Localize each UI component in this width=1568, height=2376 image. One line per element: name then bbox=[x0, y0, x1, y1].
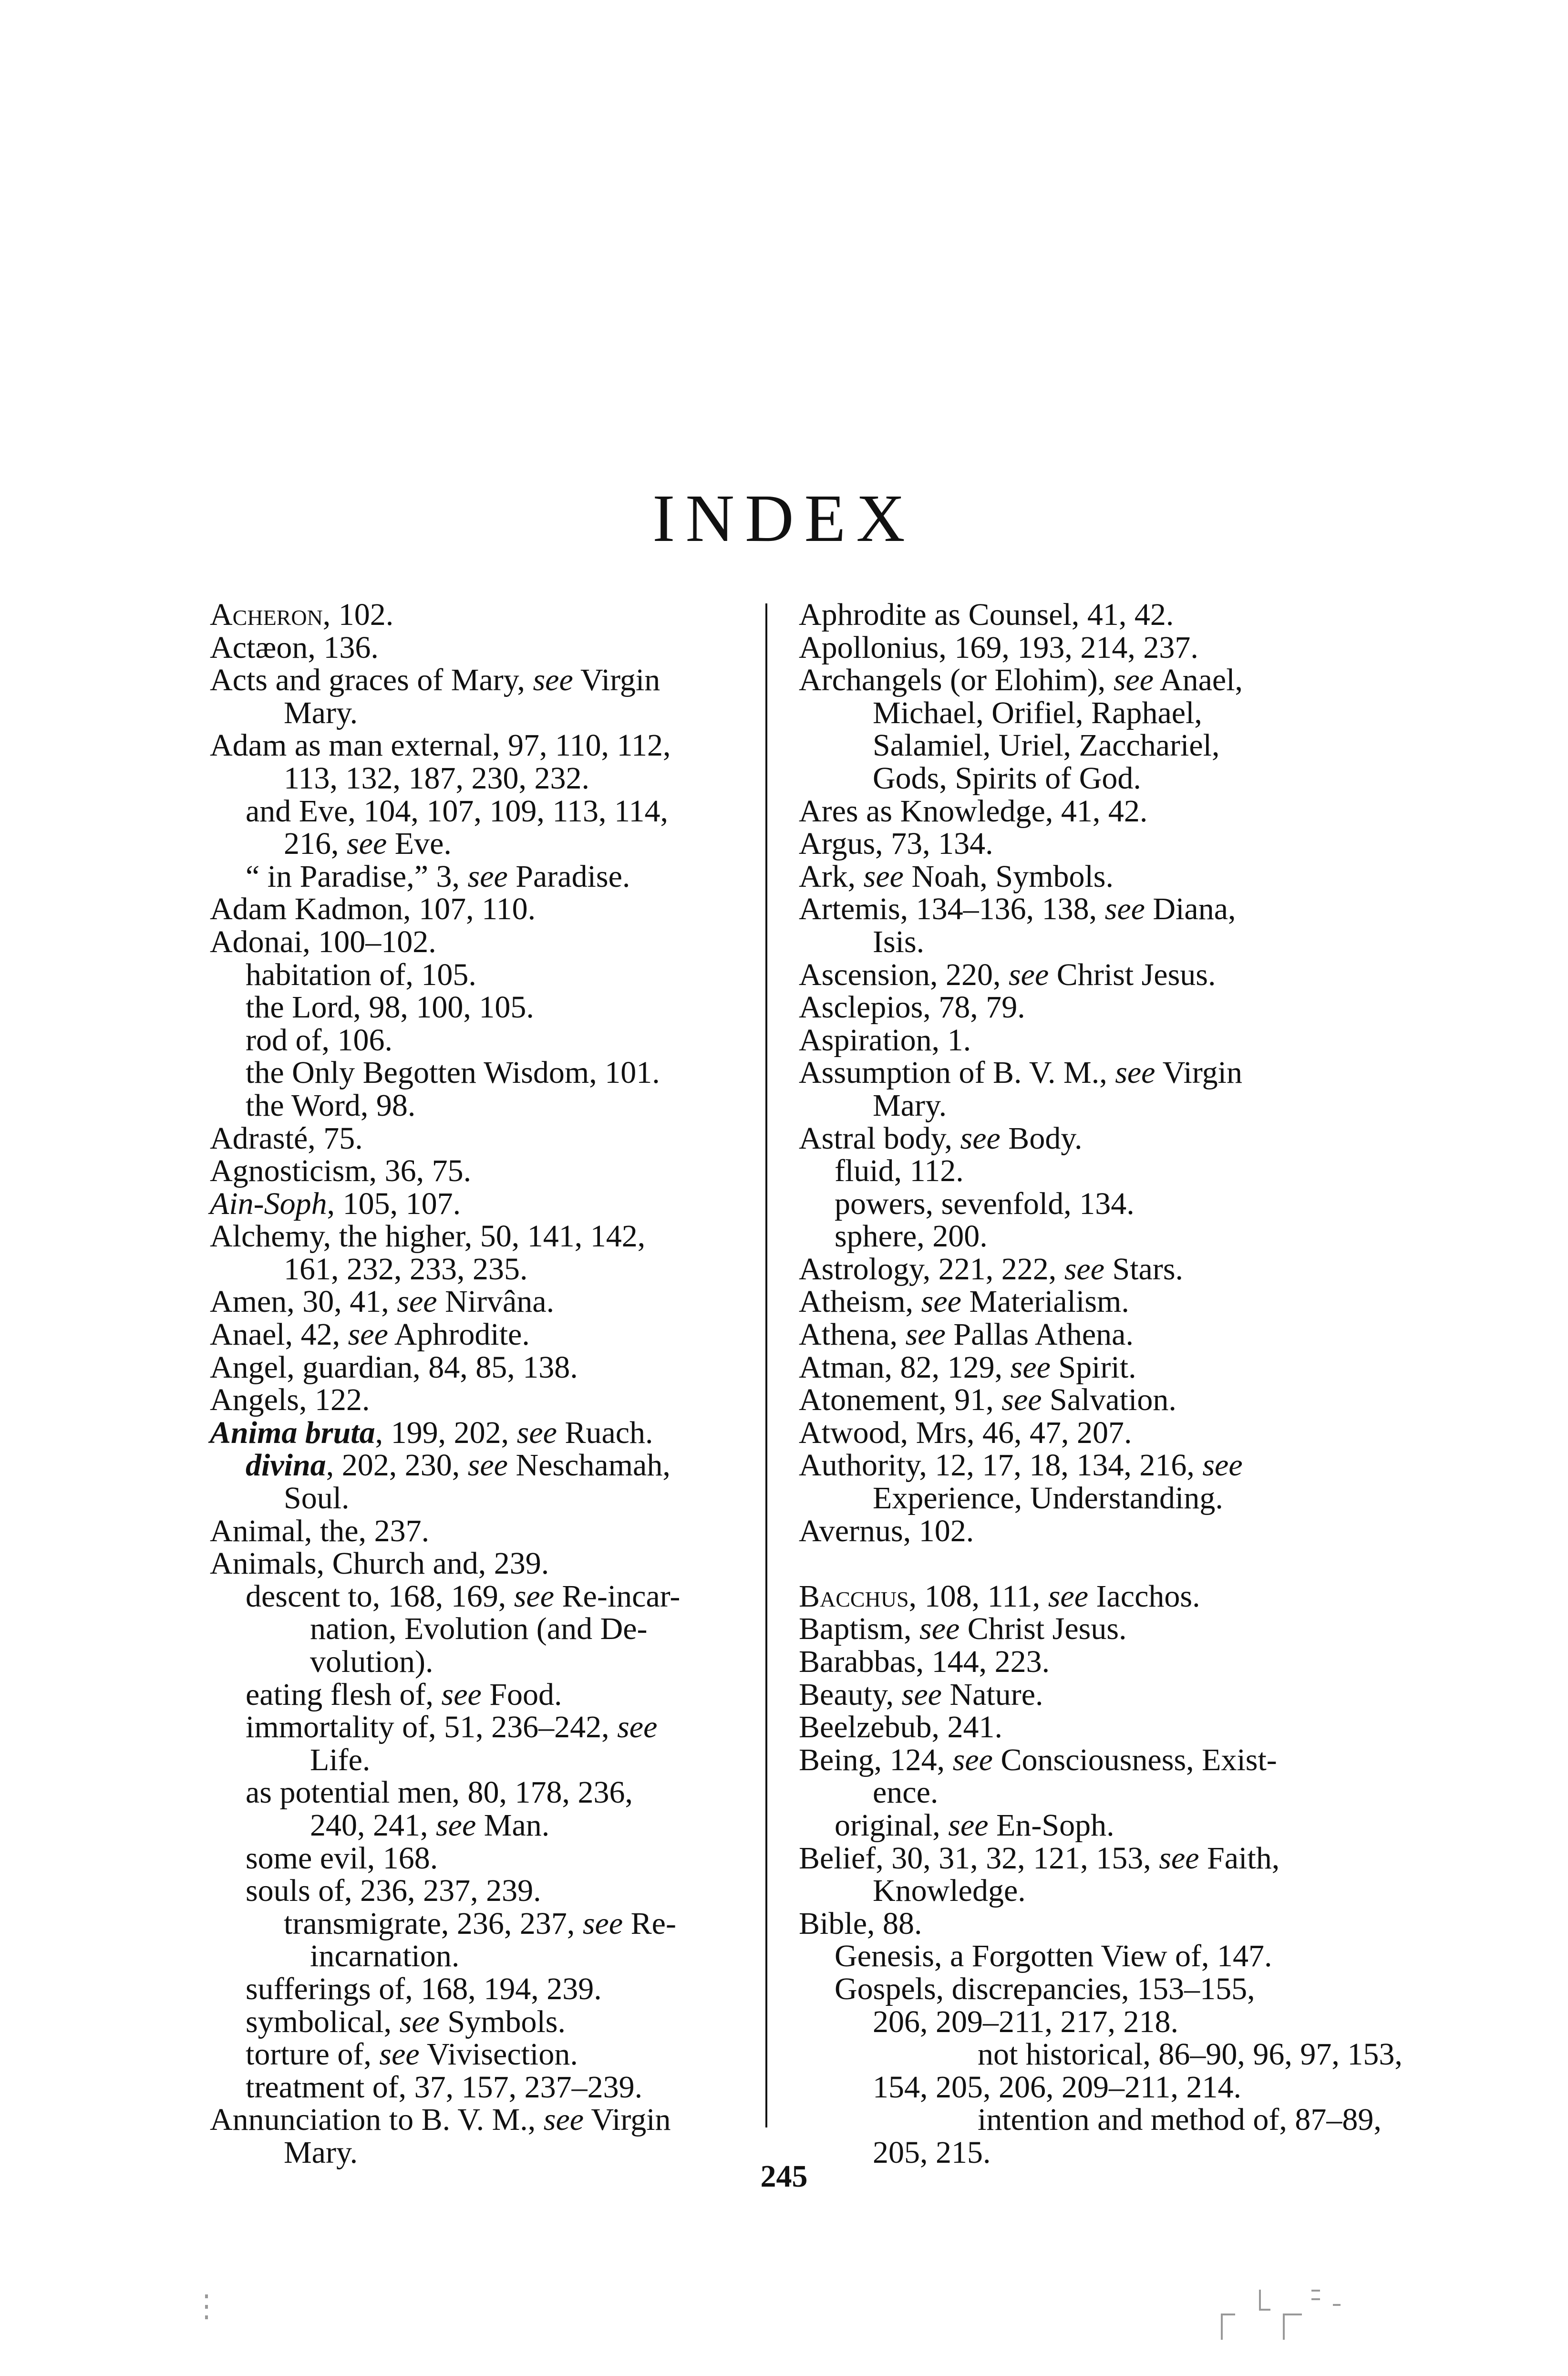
index-entry-text: powers, sevenfold, 134. bbox=[835, 1186, 1135, 1221]
index-entry-text: see bbox=[397, 1284, 437, 1319]
index-entry-text: Avernus, 102. bbox=[799, 1513, 974, 1548]
index-entry-text: Materialism. bbox=[961, 1284, 1129, 1319]
index-entry-text: Experience, Understanding. bbox=[873, 1481, 1223, 1516]
index-entry bbox=[799, 959, 1362, 992]
index-entry-text: see bbox=[467, 1448, 508, 1483]
index-entry-text: see bbox=[441, 1677, 482, 1712]
index-entry-text: Ruach. bbox=[557, 1415, 653, 1450]
index-entry-text: Consciousness, Exist- bbox=[992, 1742, 1277, 1777]
index-entry-text: 205, 215. bbox=[873, 2135, 991, 2170]
index-entry-text: Adam as man external, 97, 110, 112, bbox=[210, 728, 671, 763]
index-entry-text: treatment of, 37, 157, 237–239. bbox=[246, 2069, 643, 2105]
index-entry bbox=[799, 2071, 1362, 2104]
index-entry-text: Mary. bbox=[284, 695, 358, 730]
index-entry-text: Anael, bbox=[1154, 663, 1243, 698]
index-entry bbox=[799, 1842, 1362, 1875]
index-entry-text: the Only Begotten Wisdom, 101. bbox=[246, 1055, 660, 1090]
index-entry-text: Atonement, 91, bbox=[799, 1382, 1002, 1418]
index-entry-text: Michael, Orifiel, Raphael, bbox=[873, 695, 1202, 730]
index-entry bbox=[210, 1646, 773, 1679]
index-entry-text: the Word, 98. bbox=[246, 1088, 416, 1123]
index-entry-text: 113, 132, 187, 230, 232. bbox=[284, 760, 590, 796]
index-entry-text: symbolical, bbox=[246, 2004, 400, 2039]
index-entry bbox=[799, 1580, 1362, 1613]
index-entry bbox=[210, 2104, 773, 2137]
index-entry bbox=[210, 1024, 773, 1057]
index-entry-text: 154, 205, 206, 209–211, 214. bbox=[873, 2069, 1242, 2105]
index-entry bbox=[210, 861, 773, 893]
index-entry bbox=[210, 762, 773, 795]
index-entry-text: the Lord, 98, 100, 105. bbox=[246, 990, 534, 1025]
index-entry-text: Man. bbox=[476, 1807, 550, 1843]
index-entry bbox=[210, 632, 773, 664]
index-entry-text: Adrasté, 75. bbox=[210, 1121, 363, 1156]
index-entry-text: Iacchos. bbox=[1088, 1578, 1200, 1614]
index-entry-text: see bbox=[1115, 1055, 1155, 1090]
index-entry bbox=[210, 1875, 773, 1908]
index-entry-text: Amen, 30, 41, bbox=[210, 1284, 397, 1319]
index-entry bbox=[799, 991, 1362, 1024]
index-entry-text: Soul. bbox=[284, 1481, 350, 1516]
index-entry-text: volution). bbox=[310, 1644, 433, 1679]
index-entry bbox=[799, 1384, 1362, 1417]
page-number: 245 bbox=[760, 2159, 808, 2194]
index-entry-text: , 108, 111, bbox=[908, 1578, 1048, 1614]
index-entry bbox=[210, 1580, 773, 1613]
index-entry-text: Assumption of B. V. M., bbox=[799, 1055, 1115, 1090]
index-entry-text: see bbox=[436, 1807, 476, 1843]
index-entry-text: Athena, bbox=[799, 1317, 906, 1352]
index-entry-text: En-Soph. bbox=[988, 1807, 1114, 1843]
index-entry-text: see bbox=[379, 2037, 420, 2072]
index-entry bbox=[799, 926, 1362, 959]
index-entry bbox=[799, 1188, 1362, 1221]
index-entry-text: Ain-Soph bbox=[210, 1186, 327, 1221]
index-entry bbox=[799, 861, 1362, 893]
index-entry-text: Bible, 88. bbox=[799, 1906, 922, 1941]
index-entry bbox=[210, 926, 773, 959]
index-entry-text: habitation of, 105. bbox=[246, 957, 476, 992]
index-entry-text: Virgin bbox=[573, 663, 660, 698]
index-entry bbox=[210, 1122, 773, 1155]
index-entry-text: Belief, 30, 31, 32, 121, 153, bbox=[799, 1840, 1159, 1876]
index-entry-text: Astrology, 221, 222, bbox=[799, 1251, 1064, 1287]
index-entry bbox=[210, 893, 773, 926]
index-entry bbox=[799, 1809, 1362, 1842]
index-entry bbox=[799, 1515, 1362, 1548]
index-entry bbox=[210, 1318, 773, 1351]
index-entry-text: Christ Jesus. bbox=[959, 1611, 1127, 1647]
index-entry bbox=[799, 828, 1362, 861]
index-entry-text: Being, 124, bbox=[799, 1742, 953, 1777]
index-entry bbox=[210, 1744, 773, 1777]
index-entry-text: ence. bbox=[873, 1775, 939, 1810]
index-entry bbox=[799, 1449, 1362, 1482]
entry-spacer bbox=[799, 1547, 1362, 1580]
index-entry-text: Angels, 122. bbox=[210, 1382, 370, 1418]
index-entry-text: see bbox=[1064, 1251, 1104, 1287]
index-entry-text: , 202, 230, bbox=[326, 1448, 468, 1483]
index-entry-text: see bbox=[905, 1317, 946, 1352]
index-entry-text: see bbox=[919, 1611, 960, 1647]
index-entry bbox=[799, 664, 1362, 697]
index-entry bbox=[799, 632, 1362, 664]
index-entry-text: Ascension, 220, bbox=[799, 957, 1009, 992]
index-entry bbox=[210, 959, 773, 992]
index-entry bbox=[210, 1809, 773, 1842]
index-entry-text: Agnosticism, 36, 75. bbox=[210, 1153, 472, 1189]
index-entry bbox=[210, 1613, 773, 1646]
scan-artifact-right bbox=[1221, 2280, 1345, 2347]
index-entry-text: Alchemy, the higher, 50, 141, 142, bbox=[210, 1219, 646, 1254]
index-entry bbox=[210, 1973, 773, 2006]
index-entry-text: and Eve, 104, 107, 109, 113, 114, bbox=[246, 793, 669, 829]
index-entry bbox=[210, 1384, 773, 1417]
index-entry bbox=[799, 1875, 1362, 1908]
index-entry bbox=[210, 1057, 773, 1089]
index-entry-text: Acts and graces of Mary, bbox=[210, 663, 533, 698]
index-entry bbox=[210, 729, 773, 762]
index-entry bbox=[210, 1188, 773, 1221]
index-entry bbox=[799, 2037, 1403, 2072]
index-entry bbox=[799, 697, 1362, 730]
index-entry bbox=[799, 1711, 1362, 1744]
index-entry-text: see bbox=[948, 1807, 989, 1843]
index-entry bbox=[210, 1351, 773, 1384]
page-title: INDEX bbox=[652, 480, 916, 556]
index-entry-text: 206, 209–211, 217, 218. bbox=[873, 2004, 1179, 2039]
index-entry bbox=[799, 1220, 1362, 1253]
index-entry-text: Anael, 42, bbox=[210, 1317, 348, 1352]
index-entry bbox=[210, 1089, 773, 1122]
index-entry bbox=[210, 697, 773, 730]
index-entry-text: souls of, 236, 237, 239. bbox=[246, 1873, 541, 1909]
index-entry-text: as potential men, 80, 178, 236, bbox=[246, 1775, 633, 1810]
index-entry-text: Apollonius, 169, 193, 214, 237. bbox=[799, 630, 1198, 665]
index-entry-text: Spirit. bbox=[1050, 1349, 1136, 1385]
index-entry-text: rod of, 106. bbox=[246, 1022, 392, 1058]
index-entry bbox=[799, 1744, 1362, 1777]
index-entry-text: Isis. bbox=[873, 924, 925, 959]
index-entry-text: not historical, 86–90, 96, 97, 153, bbox=[978, 2037, 1403, 2072]
index-entry bbox=[210, 2071, 773, 2104]
index-entry-text: intention and method of, 87–89, bbox=[978, 2102, 1382, 2137]
index-entry bbox=[210, 664, 773, 697]
index-entry-text: , 199, 202, bbox=[375, 1415, 517, 1450]
index-entry bbox=[210, 1940, 773, 1973]
index-entry-text: Genesis, a Forgotten View of, 147. bbox=[835, 1939, 1272, 1974]
index-entry-text: 216, bbox=[284, 826, 347, 861]
index-entry-text: Christ Jesus. bbox=[1049, 957, 1216, 992]
index-entry-text: Anima bruta bbox=[210, 1415, 375, 1450]
index-entry bbox=[210, 991, 773, 1024]
index-entry-text: Virgin bbox=[584, 2102, 671, 2137]
index-entry-text: see bbox=[1001, 1382, 1042, 1418]
index-entry-text: Nature. bbox=[941, 1677, 1043, 1712]
index-entry-text: Ark, bbox=[799, 859, 864, 894]
index-entry-text: Acheron bbox=[210, 597, 323, 632]
index-entry-text: see bbox=[399, 2004, 440, 2039]
index-entry-text: Re-incar- bbox=[554, 1578, 681, 1614]
index-entry-text: Vivisection. bbox=[419, 2037, 578, 2072]
index-entry-text: Noah, Symbols. bbox=[903, 859, 1114, 894]
index-entry-text: Nirvâna. bbox=[437, 1284, 555, 1319]
index-entry-text: see bbox=[1113, 663, 1154, 698]
index-entry bbox=[799, 1679, 1362, 1712]
index-entry-text: Life. bbox=[310, 1742, 371, 1777]
index-entry-text: fluid, 112. bbox=[835, 1153, 964, 1189]
index-entry-text: , 105, 107. bbox=[327, 1186, 461, 1221]
index-entry-text: Archangels (or Elohim), bbox=[799, 663, 1114, 698]
index-entry-text: Beelzebub, 241. bbox=[799, 1710, 1003, 1745]
index-entry-text: Diana, bbox=[1145, 892, 1236, 927]
index-entry-text: Argus, 73, 134. bbox=[799, 826, 993, 861]
index-entry bbox=[210, 1679, 773, 1712]
column-divider bbox=[765, 603, 767, 2127]
index-entry bbox=[210, 1515, 773, 1548]
index-entry bbox=[799, 1482, 1362, 1515]
index-entry-text: Ares as Knowledge, 41, 42. bbox=[799, 793, 1148, 829]
index-entry-text: Artemis, 134–136, 138, bbox=[799, 892, 1105, 927]
index-entry-text: Gods, Spirits of God. bbox=[873, 760, 1141, 796]
index-entry-text: Symbols. bbox=[439, 2004, 566, 2039]
index-entry bbox=[210, 828, 773, 861]
index-entry-text: see bbox=[1008, 957, 1049, 992]
index-entry-text: Astral body, bbox=[799, 1121, 960, 1156]
index-entry-text: see bbox=[533, 663, 573, 698]
index-entry-text: Adam Kadmon, 107, 110. bbox=[210, 892, 536, 927]
index-entry bbox=[210, 2006, 773, 2039]
index-entry-text: Re- bbox=[623, 1906, 676, 1941]
index-entry-text: see bbox=[1010, 1349, 1051, 1385]
index-entry-text: see bbox=[516, 1415, 557, 1450]
index-entry-text: original, bbox=[835, 1807, 949, 1843]
index-entry-text: , 102. bbox=[322, 597, 394, 632]
index-entry-text: Salamiel, Uriel, Zacchariel, bbox=[873, 728, 1220, 763]
index-entry-text: Adonai, 100–102. bbox=[210, 924, 436, 959]
index-entry bbox=[799, 1973, 1362, 2006]
index-entry-text: Faith, bbox=[1199, 1840, 1280, 1876]
index-entry bbox=[799, 1417, 1362, 1450]
index-entry-text: Atwood, Mrs, 46, 47, 207. bbox=[799, 1415, 1132, 1450]
index-entry bbox=[799, 1286, 1362, 1318]
index-entry-text: see bbox=[543, 2102, 584, 2137]
index-entry-text: Aphrodite as Counsel, 41, 42. bbox=[799, 597, 1174, 632]
index-entry-text: Barabbas, 144, 223. bbox=[799, 1644, 1050, 1679]
index-entry-text: see bbox=[1159, 1840, 1199, 1876]
index-entry bbox=[799, 1776, 1362, 1809]
index-entry bbox=[799, 2102, 1382, 2137]
index-entry-text: see bbox=[863, 859, 904, 894]
index-entry bbox=[799, 1122, 1362, 1155]
index-entry-text: sufferings of, 168, 194, 239. bbox=[246, 1971, 602, 2006]
index-entry-text: see bbox=[347, 826, 387, 861]
index-entry bbox=[799, 795, 1362, 828]
index-entry bbox=[210, 1417, 773, 1450]
index-entry bbox=[210, 1155, 773, 1188]
index-entry-text: Gospels, discrepancies, 153–155, bbox=[835, 1971, 1255, 2006]
index-entry-text: see bbox=[617, 1710, 658, 1745]
index-entry-text: incarnation. bbox=[310, 1939, 460, 1974]
index-entry-text: Authority, 12, 17, 18, 134, 216, bbox=[799, 1448, 1203, 1483]
index-entry-text: see bbox=[960, 1121, 1001, 1156]
index-entry bbox=[210, 1711, 773, 1744]
index-entry-text: Angel, guardian, 84, 85, 138. bbox=[210, 1349, 578, 1385]
index-column-left bbox=[210, 599, 773, 2169]
index-entry bbox=[210, 599, 773, 632]
index-entry-text: Pallas Athena. bbox=[945, 1317, 1134, 1352]
index-entry-text: nation, Evolution (and De- bbox=[310, 1611, 648, 1647]
index-entry-text: eating flesh of, bbox=[246, 1677, 442, 1712]
index-entry-text: Aspiration, 1. bbox=[799, 1022, 971, 1058]
index-entry-text: see bbox=[1048, 1578, 1089, 1614]
index-entry bbox=[799, 1057, 1362, 1089]
index-entry-text: Body. bbox=[1000, 1121, 1083, 1156]
index-entry-text: torture of, bbox=[246, 2037, 380, 2072]
index-entry-text: divina bbox=[246, 1448, 326, 1483]
index-entry-text: Animal, the, 237. bbox=[210, 1513, 430, 1548]
index-entry bbox=[210, 1253, 773, 1286]
index-entry bbox=[210, 1286, 773, 1318]
index-entry bbox=[210, 1776, 773, 1809]
index-entry-text: 161, 232, 233, 235. bbox=[284, 1251, 528, 1287]
index-entry-text: Atman, 82, 129, bbox=[799, 1349, 1011, 1385]
index-entry-text: Bacchus bbox=[799, 1578, 909, 1614]
index-entry bbox=[799, 1089, 1362, 1122]
index-entry-text: see bbox=[582, 1906, 623, 1941]
index-entry bbox=[210, 1547, 773, 1580]
index-column-right bbox=[799, 597, 1403, 2170]
index-entry bbox=[799, 1318, 1362, 1351]
index-entry-text: immortality of, 51, 236–242, bbox=[246, 1710, 618, 1745]
index-entry-text: Virgin bbox=[1155, 1055, 1242, 1090]
index-entry bbox=[799, 1613, 1362, 1646]
index-entry bbox=[210, 1482, 773, 1515]
index-entry bbox=[210, 1220, 773, 1253]
index-entry-text: see bbox=[467, 859, 508, 894]
index-entry-text: Knowledge. bbox=[873, 1873, 1026, 1909]
index-entry-text: see bbox=[901, 1677, 942, 1712]
index-entry-text: see bbox=[514, 1578, 555, 1614]
index-entry-text: Paradise. bbox=[507, 859, 630, 894]
index-entry bbox=[210, 2038, 773, 2071]
index-entry-text: see bbox=[921, 1284, 961, 1319]
index-entry-text: Annunciation to B. V. M., bbox=[210, 2102, 544, 2137]
index-entry bbox=[799, 893, 1362, 926]
index-entry-text: Animals, Church and, 239. bbox=[210, 1546, 549, 1581]
index-entry bbox=[799, 1646, 1362, 1679]
index-entry bbox=[210, 1842, 773, 1875]
index-entry bbox=[799, 1908, 1362, 1940]
index-entry-text: see bbox=[1202, 1448, 1243, 1483]
index-entry bbox=[799, 762, 1362, 795]
index-entry bbox=[799, 1940, 1362, 1973]
index-entry bbox=[799, 1351, 1362, 1384]
index-entry-text: see bbox=[952, 1742, 993, 1777]
index-entry bbox=[799, 599, 1362, 632]
index-entry-text: transmigrate, 236, 237, bbox=[284, 1906, 583, 1941]
index-entry bbox=[210, 1908, 773, 1940]
index-entry bbox=[210, 795, 773, 828]
index-entry-text: Stars. bbox=[1104, 1251, 1183, 1287]
index-entry-text: Eve. bbox=[387, 826, 452, 861]
scan-artifact-left bbox=[200, 2280, 215, 2347]
index-entry bbox=[799, 1155, 1362, 1188]
index-entry-text: Neschamah, bbox=[507, 1448, 671, 1483]
index-entry-text: some evil, 168. bbox=[246, 1840, 438, 1876]
index-entry bbox=[799, 729, 1362, 762]
index-entry-text: Beauty, bbox=[799, 1677, 902, 1712]
index-entry-text: Atheism, bbox=[799, 1284, 921, 1319]
index-entry-text: Actæon, 136. bbox=[210, 630, 379, 665]
index-entry-text: Salvation. bbox=[1042, 1382, 1176, 1418]
index-entry bbox=[210, 1449, 773, 1482]
index-entry bbox=[799, 1024, 1362, 1057]
index-entry-text: Baptism, bbox=[799, 1611, 920, 1647]
index-entry-text: Food. bbox=[481, 1677, 562, 1712]
index-entry-text: see bbox=[348, 1317, 388, 1352]
index-entry-text: Mary. bbox=[284, 2135, 358, 2170]
index-entry-text: 240, 241, bbox=[310, 1807, 436, 1843]
index-entry-text: Aphrodite. bbox=[388, 1317, 530, 1352]
index-entry bbox=[799, 2006, 1362, 2039]
index-entry-text: sphere, 200. bbox=[835, 1219, 988, 1254]
index-entry-text: descent to, 168, 169, bbox=[246, 1578, 514, 1614]
index-entry-text: Mary. bbox=[873, 1088, 947, 1123]
index-entry bbox=[799, 1253, 1362, 1286]
index-entry-text: “ in Paradise,” 3, bbox=[246, 859, 468, 894]
index-entry-text: see bbox=[1104, 892, 1145, 927]
index-entry-text: Asclepios, 78, 79. bbox=[799, 990, 1025, 1025]
